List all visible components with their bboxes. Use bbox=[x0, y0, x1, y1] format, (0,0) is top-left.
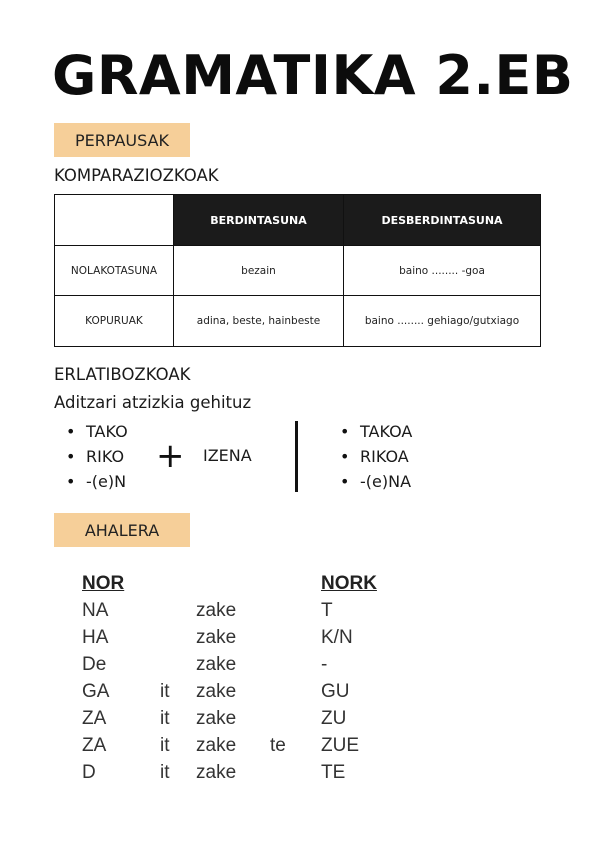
suffix-list-left bbox=[66, 419, 128, 494]
plural-cell: it bbox=[160, 681, 170, 702]
nork-header: NORK bbox=[321, 573, 377, 594]
relative-heading: ERLATIBOZKOAK bbox=[54, 365, 191, 384]
section-tag-ahalera: AHALERA bbox=[54, 513, 190, 547]
table-cell: NOLAKOTASUNA bbox=[55, 246, 174, 296]
nork-cell: T bbox=[321, 600, 333, 621]
comparative-heading: KOMPARAZIOZKOAK bbox=[54, 166, 219, 185]
list-item: • -(e)NA bbox=[340, 469, 412, 494]
nor-header: NOR bbox=[82, 573, 125, 594]
nor-cell: ZA bbox=[82, 735, 107, 756]
root-cell: zake bbox=[196, 681, 237, 702]
table-header-row bbox=[55, 195, 541, 246]
suffix-list-right bbox=[340, 419, 412, 494]
relative-subheading: Aditzari atzizkia gehituz bbox=[54, 393, 252, 412]
comparative-table bbox=[54, 194, 541, 347]
list-item: • TAKOA bbox=[340, 419, 412, 444]
list-item: • RIKOA bbox=[340, 444, 412, 469]
table-cell: bezain bbox=[174, 246, 344, 296]
nor-cell: GA bbox=[82, 681, 110, 702]
root-cell: zake bbox=[196, 708, 237, 729]
table-header-cell bbox=[55, 195, 174, 246]
table-cell: adina, beste, hainbeste bbox=[174, 296, 344, 347]
table-cell: baino ........ -goa bbox=[344, 246, 541, 296]
nork-cell: - bbox=[321, 654, 328, 675]
nork-cell: TE bbox=[321, 762, 346, 783]
nor-cell: NA bbox=[82, 600, 109, 621]
table-header-cell: BERDINTASUNA bbox=[174, 195, 344, 246]
divider bbox=[295, 421, 298, 492]
plural-suffix-cell: te bbox=[270, 735, 286, 756]
table-cell: baino ........ gehiago/gutxiago bbox=[344, 296, 541, 347]
plural-cell: it bbox=[160, 735, 170, 756]
nork-cell: GU bbox=[321, 681, 350, 702]
root-cell: zake bbox=[196, 627, 237, 648]
plural-cell: it bbox=[160, 708, 170, 729]
table-cell: KOPURUAK bbox=[55, 296, 174, 347]
nork-cell: ZUE bbox=[321, 735, 359, 756]
table-header-cell: DESBERDINTASUNA bbox=[344, 195, 541, 246]
plural-cell: it bbox=[160, 762, 170, 783]
nork-cell: ZU bbox=[321, 708, 347, 729]
list-item: • -(e)N bbox=[66, 469, 128, 494]
root-cell: zake bbox=[196, 762, 237, 783]
plus-icon: + bbox=[156, 436, 185, 476]
table-row bbox=[55, 246, 541, 296]
list-item: • TAKO bbox=[66, 419, 128, 444]
root-cell: zake bbox=[196, 654, 237, 675]
section-tag-perpausak: PERPAUSAK bbox=[54, 123, 190, 157]
page-title: GRAMATIKA 2.EB bbox=[52, 44, 574, 107]
root-cell: zake bbox=[196, 735, 237, 756]
nor-cell: De bbox=[82, 654, 107, 675]
list-item: • RIKO bbox=[66, 444, 128, 469]
nor-cell: ZA bbox=[82, 708, 107, 729]
noun-label: IZENA bbox=[203, 446, 252, 465]
nork-cell: K/N bbox=[321, 627, 353, 648]
nor-cell: D bbox=[82, 762, 96, 783]
root-cell: zake bbox=[196, 600, 237, 621]
table-row bbox=[55, 296, 541, 347]
nor-cell: HA bbox=[82, 627, 109, 648]
